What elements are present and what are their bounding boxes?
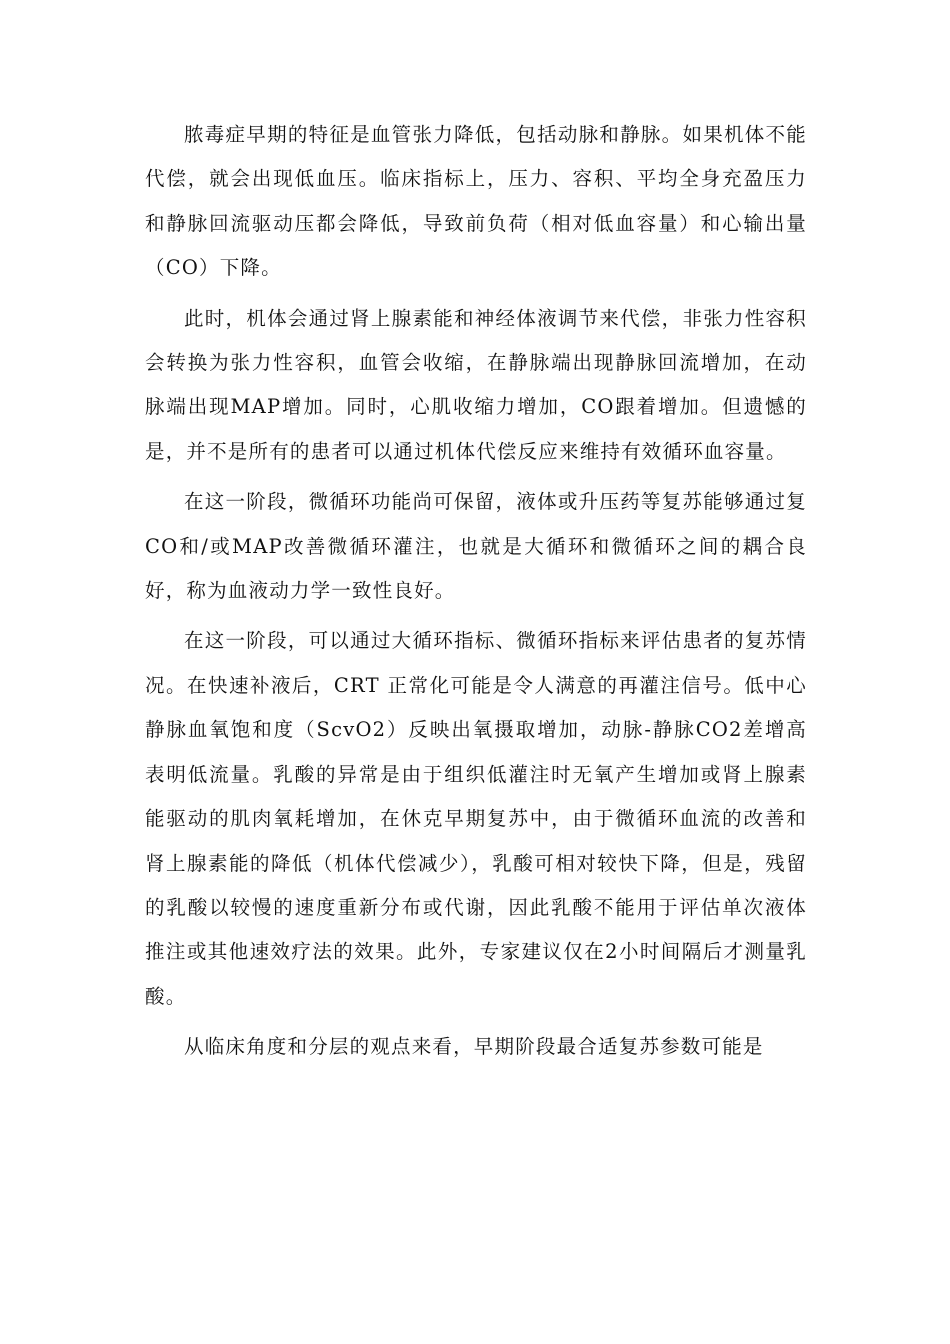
paragraph-1: 脓毒症早期的特征是血管张力降低，包括动脉和静脉。如果机体不能代偿，就会出现低血压。临床指标上，压力、容积、平均全身充盈压力和静脉回流驱动压都会降低，导致前负荷（相对低血容量）和心输出量（CO）下降。 [145,123,807,280]
paragraph-4: 在这一阶段，可以通过大循环指标、微循环指标来评估患者的复苏情况。在快速补液后，CRT 正常化可能是令人满意的再灌注信号。低中心静脉血氧饱和度（ScvO2）反映出氧摄取增加，动脉-静脉CO2差增高表明低流量。乳酸的异常是由于组织低灌注时无氧产生增加或肾上腺素能驱动的肌肉氧耗增加，在休克早期复苏中，由于微循环血流的改善和肾上腺素能的降低（机体代偿减少），乳酸可相对较快下降，但是，残留的乳酸以较慢的速度重新分布或代谢，因此乳酸不能用于评估单次液体推注或其他速效疗法的效果。此外，专家建议仅在2小时间隔后才测量乳酸。 [145,629,807,1008]
paragraph-5: 从临床角度和分层的观点来看，早期阶段最合适复苏参数可能是 [184,1035,764,1059]
paragraph-2: 此时，机体会通过肾上腺素能和神经体液调节来代偿，非张力性容积会转换为张力性容积，血管会收缩，在静脉端出现静脉回流增加，在动脉端出现MAP增加。同时，心肌收缩力增加，CO跟着增加。但遗憾的是，并不是所有的患者可以通过机体代偿反应来维持有效循环血容量。 [145,306,807,463]
paragraph-3: 在这一阶段，微循环功能尚可保留，液体或升压药等复苏能够通过复CO和/或MAP改善微循环灌注，也就是大循环和微循环之间的耦合良好，称为血液动力学一致性良好。 [145,490,807,603]
document-page [145,113,807,1076]
